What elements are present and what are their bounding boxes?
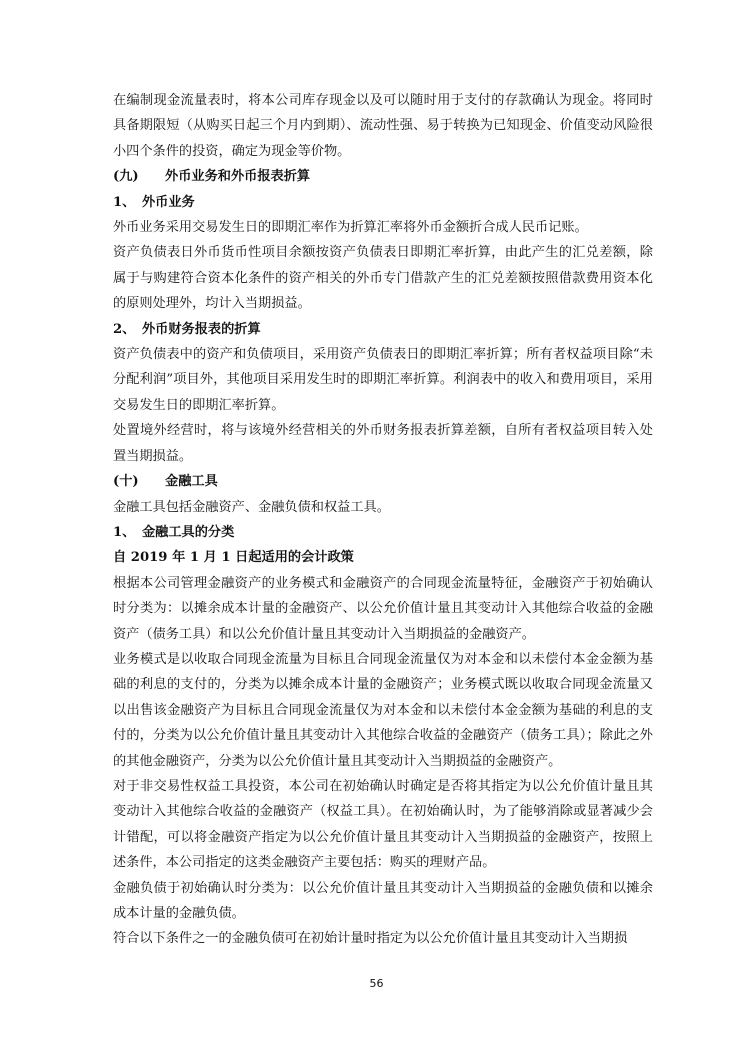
paragraph: 金融工具包括金融资产、金融负债和权益工具。	[113, 499, 390, 515]
paragraph: 根据本公司管理金融资产的业务模式和金融资产的合同现金流量特征，金融资产于初始确认时分类为：以摊余成本计量的金融资产、以公允价值计量且其变动计入其他综合收益的金融资产（债务工具）和以公允价值计量且其变动计入当期损益的金融资产。	[113, 575, 653, 642]
page-number: 56	[369, 977, 384, 990]
paragraph: 业务模式是以收取合同现金流量为目标且合同现金流量仅为对本金和以未偿付本金金额为基础的利息的支付的，分类为以摊余成本计量的金融资产；业务模式既以收取合同现金流量又以出售该金融资产为目标且合同现金流量仅为对本金和以未偿付本金金额为基础的利息的支付的，分类为以公允价值计量且其变动计入其他综合收益的金融资产（债务工具）；除此之外的其他金融资产，分类为以公允价值计量且其变动计入当期损益的金融资产。	[113, 651, 653, 769]
paragraph: 在编制现金流量表时，将本公司库存现金以及可以随时用于支付的存款确认为现金。将同时具备期限短（从购买日起三个月内到期）、流动性强、易于转换为已知现金、价值变动风险很小四个条件的投资，确定为现金等价物。	[113, 93, 653, 159]
paragraph: 符合以下条件之一的金融负债可在初始计量时指定为以公允价值计量且其变动计入当期损	[113, 931, 628, 947]
subsection-heading: 2、 外币财务报表的折算	[113, 321, 261, 337]
paragraph: 资产负债表日外币货币性项目余额按资产负债表日即期汇率折算，由此产生的汇兑差额，除属于与购建符合资本化条件的资产相关的外币专门借款产生的汇兑差额按照借款费用资本化的原则处理外，均计入当期损益。	[113, 245, 653, 312]
section-heading: (十) 金融工具	[113, 474, 218, 490]
paragraph: 资产负债表中的资产和负债项目，采用资产负债表日的即期汇率折算；所有者权益项目除“未分配利润”项目外，其他项目采用发生时的即期汇率折算。利润表中的收入和费用项目，采用交易发生日的即期汇率折算。	[113, 347, 653, 413]
paragraph: 对于非交易性权益工具投资，本公司在初始确认时确定是否将其指定为以公允价值计量且其变动计入其他综合收益的金融资产（权益工具）。在初始确认时，为了能够消除或显著减少会计错配，可以将金融资产指定为以公允价值计量且其变动计入当期损益的金融资产，按照上述条件，本公司指定的这类金融资产主要包括：购买的理财产品。	[113, 778, 653, 871]
paragraph: 金融负债于初始确认时分类为：以公允价值计量且其变动计入当期损益的金融负债和以摊余成本计量的金融负债。	[113, 880, 653, 921]
subsection-heading: 1、 金融工具的分类	[113, 524, 235, 540]
section-heading: (九) 外币业务和外币报表折算	[113, 169, 311, 185]
policy-heading: 自 2019 年 1 月 1 日起适用的会计政策	[113, 550, 354, 566]
subsection-heading: 1、 外币业务	[113, 194, 195, 210]
paragraph: 外币业务采用交易发生日的即期汇率作为折算汇率将外币金额折合成人民币记账。	[113, 220, 588, 236]
document-body	[113, 88, 653, 952]
paragraph: 处置境外经营时，将与该境外经营相关的外币财务报表折算差额，自所有者权益项目转入处置当期损益。	[113, 423, 653, 464]
